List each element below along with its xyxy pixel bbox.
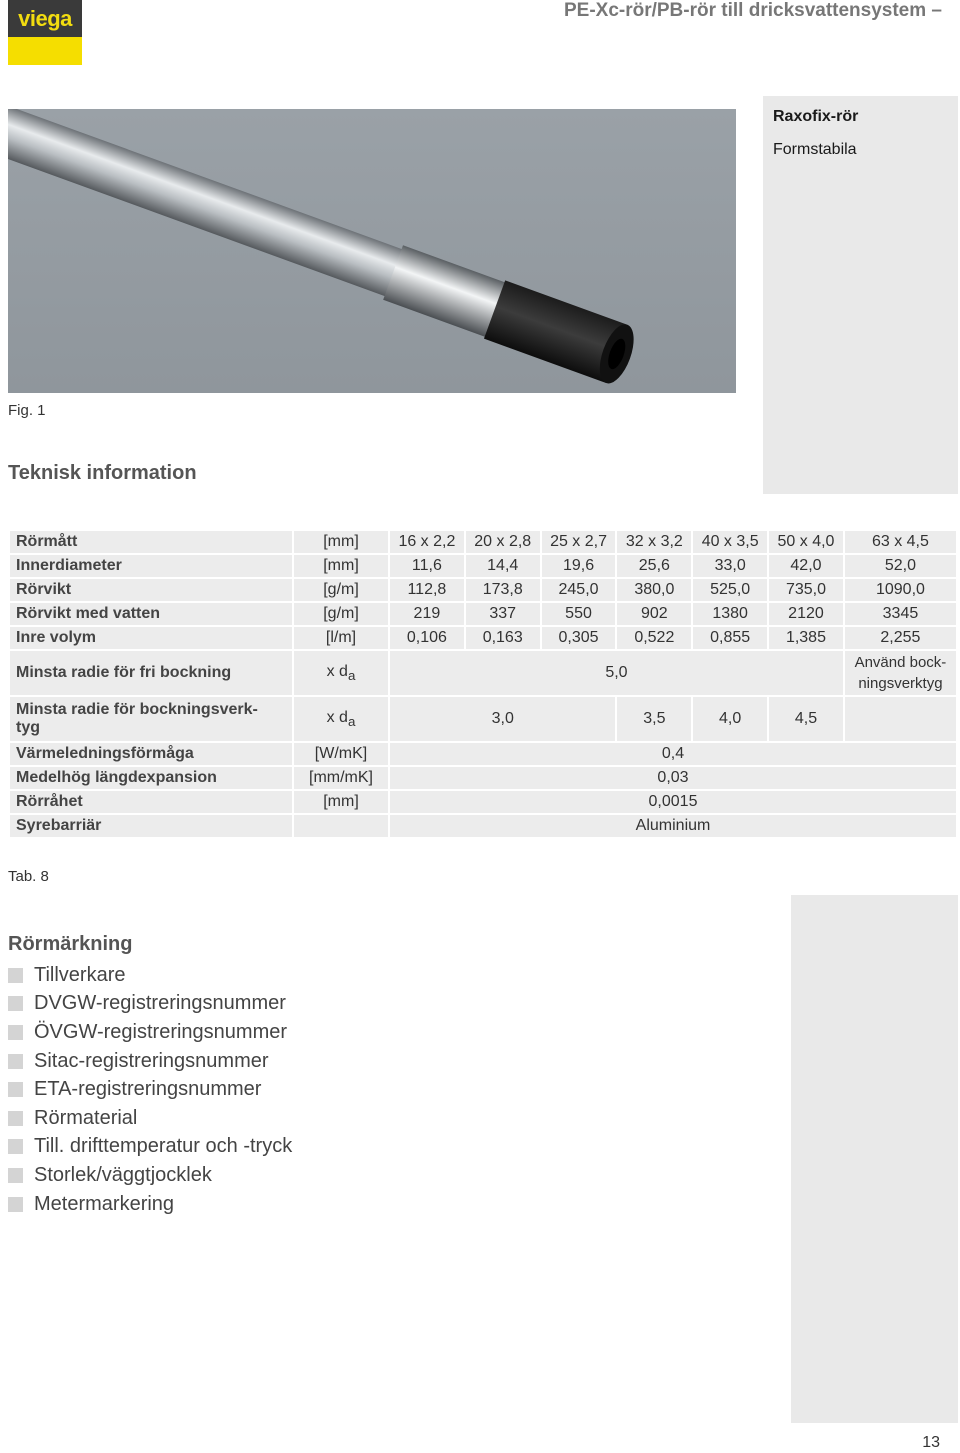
table-row	[10, 767, 956, 789]
cell: 25,6	[617, 555, 691, 577]
cell: 1,385	[769, 627, 843, 649]
table-row	[10, 603, 956, 625]
row-label: Syrebarriär	[10, 815, 292, 837]
cell: 902	[617, 603, 691, 625]
list-item	[8, 1018, 292, 1047]
list-item-text: Sitac-registreringsnummer	[34, 1049, 269, 1072]
cell: 40 x 3,5	[693, 531, 767, 553]
list-item-text: Tillverkare	[34, 963, 126, 986]
row-label: Värmeledningsförmåga	[10, 743, 292, 765]
cell: 380,0	[617, 579, 691, 601]
unit-prefix: x d	[326, 708, 348, 726]
square-bullet-icon	[8, 1168, 23, 1183]
row-label: Rörvikt	[10, 579, 292, 601]
cell: 219	[390, 603, 464, 625]
square-bullet-icon	[8, 1139, 23, 1154]
cell: 0,4	[390, 743, 956, 765]
cell: 735,0	[769, 579, 843, 601]
table-row	[10, 743, 956, 765]
row-unit: [g/m]	[294, 579, 388, 601]
square-bullet-icon	[8, 1025, 23, 1040]
cell: 19,6	[542, 555, 616, 577]
cell: 0,855	[693, 627, 767, 649]
cell: 50 x 4,0	[769, 531, 843, 553]
list-item	[8, 1104, 292, 1133]
row-unit: [mm/mK]	[294, 767, 388, 789]
page-header-title: PE-Xc-rör/PB-rör till dricksvattensystem –	[563, 0, 942, 21]
cell: 0,522	[617, 627, 691, 649]
cell: 16 x 2,2	[390, 531, 464, 553]
cell: 112,8	[390, 579, 464, 601]
cell: 11,6	[390, 555, 464, 577]
cell: 20 x 2,8	[466, 531, 540, 553]
cell: 2120	[769, 603, 843, 625]
unit-prefix: x d	[326, 662, 348, 680]
figure-caption: Fig. 1	[8, 402, 46, 419]
table-row	[10, 627, 956, 649]
square-bullet-icon	[8, 1082, 23, 1097]
cell: 1090,0	[845, 579, 956, 601]
cell: 525,0	[693, 579, 767, 601]
list-item	[8, 1047, 292, 1076]
cell: 3345	[845, 603, 956, 625]
cell: 0,106	[390, 627, 464, 649]
row-label: Rörråhet	[10, 791, 292, 813]
logo-bottom	[8, 37, 82, 65]
logo-text: viega	[18, 5, 72, 31]
logo-top	[8, 0, 82, 37]
table-row	[10, 531, 956, 553]
cell: 5,0	[390, 651, 843, 695]
pipe-photo	[8, 109, 736, 393]
technical-spec-table	[8, 529, 958, 839]
note-cell	[845, 651, 956, 695]
cell: 4,5	[769, 697, 843, 741]
list-item-text: ETA-registreringsnummer	[34, 1078, 262, 1101]
pipe-illustration	[8, 109, 736, 393]
cell: 0,0015	[390, 791, 956, 813]
row-label: Minsta radie för fri bockning	[10, 651, 292, 695]
row-unit: [g/m]	[294, 603, 388, 625]
cell: 0,03	[390, 767, 956, 789]
list-item-text: Till. drifttemperatur och -tryck	[34, 1135, 293, 1158]
list-item	[8, 1161, 292, 1190]
cell: 3,5	[617, 697, 691, 741]
list-item-text: Metermarkering	[34, 1192, 175, 1215]
sidebar-title: Raxofix-rör	[773, 108, 859, 125]
list-item-text: ÖVGW-registreringsnummer	[34, 1020, 288, 1043]
square-bullet-icon	[8, 996, 23, 1011]
cell: 245,0	[542, 579, 616, 601]
page-number: 13	[922, 1434, 940, 1451]
unit-subscript: a	[347, 668, 356, 684]
row-unit: [mm]	[294, 791, 388, 813]
list-item-text: Rörmaterial	[34, 1106, 138, 1129]
list-item	[8, 1190, 292, 1219]
cell: 14,4	[466, 555, 540, 577]
cell: 1380	[693, 603, 767, 625]
list-item-text: Storlek/väggtjocklek	[34, 1163, 212, 1186]
row-unit: [W/mK]	[294, 743, 388, 765]
cell: 63 x 4,5	[845, 531, 956, 553]
row-label	[10, 697, 292, 741]
row-label: Medelhög längdexpansion	[10, 767, 292, 789]
cell: 550	[542, 603, 616, 625]
cell: 25 x 2,7	[542, 531, 616, 553]
row-unit: [mm]	[294, 531, 388, 553]
table-row	[10, 579, 956, 601]
cell: 33,0	[693, 555, 767, 577]
section-title: Teknisk information	[8, 462, 197, 484]
row-label: Innerdiameter	[10, 555, 292, 577]
cell: 32 x 3,2	[617, 531, 691, 553]
row-unit: [l/m]	[294, 627, 388, 649]
row-unit	[294, 815, 388, 837]
cell: 0,163	[466, 627, 540, 649]
note-text: Använd bock- ningsverktyg	[854, 654, 947, 692]
cell: 2,255	[845, 627, 956, 649]
unit-subscript: a	[347, 714, 356, 730]
row-label: Inre volym	[10, 627, 292, 649]
marking-title: Rörmärkning	[8, 933, 133, 955]
table-caption: Tab. 8	[8, 868, 49, 885]
row-unit: [mm]	[294, 555, 388, 577]
cell: 52,0	[845, 555, 956, 577]
table-row	[10, 815, 956, 837]
marking-list	[8, 961, 292, 1218]
row-unit	[294, 651, 388, 695]
cell: 4,0	[693, 697, 767, 741]
table-row	[10, 697, 956, 741]
sidebar-box	[763, 96, 958, 494]
square-bullet-icon	[8, 1111, 23, 1126]
list-item	[8, 990, 292, 1019]
cell: 3,0	[390, 697, 615, 741]
table-row	[10, 555, 956, 577]
list-item	[8, 1133, 292, 1162]
table-row	[10, 791, 956, 813]
cell: Aluminium	[390, 815, 956, 837]
list-item-text: DVGW-registreringsnummer	[34, 992, 286, 1015]
sidebar-box-lower	[791, 895, 958, 1423]
viega-logo	[8, 0, 82, 65]
cell: 0,305	[542, 627, 616, 649]
cell: 173,8	[466, 579, 540, 601]
list-item	[8, 1075, 292, 1104]
table-row	[10, 651, 956, 695]
square-bullet-icon	[8, 1197, 23, 1212]
row-label-text: Minsta radie för bockningsverk- tyg	[16, 701, 258, 736]
list-item	[8, 961, 292, 990]
cell: 337	[466, 603, 540, 625]
row-unit	[294, 697, 388, 741]
cell: 42,0	[769, 555, 843, 577]
empty-cell	[845, 697, 956, 741]
sidebar-subtitle: Formstabila	[773, 141, 857, 158]
square-bullet-icon	[8, 1054, 23, 1069]
row-label: Rörvikt med vatten	[10, 603, 292, 625]
square-bullet-icon	[8, 968, 23, 983]
row-label: Rörmått	[10, 531, 292, 553]
